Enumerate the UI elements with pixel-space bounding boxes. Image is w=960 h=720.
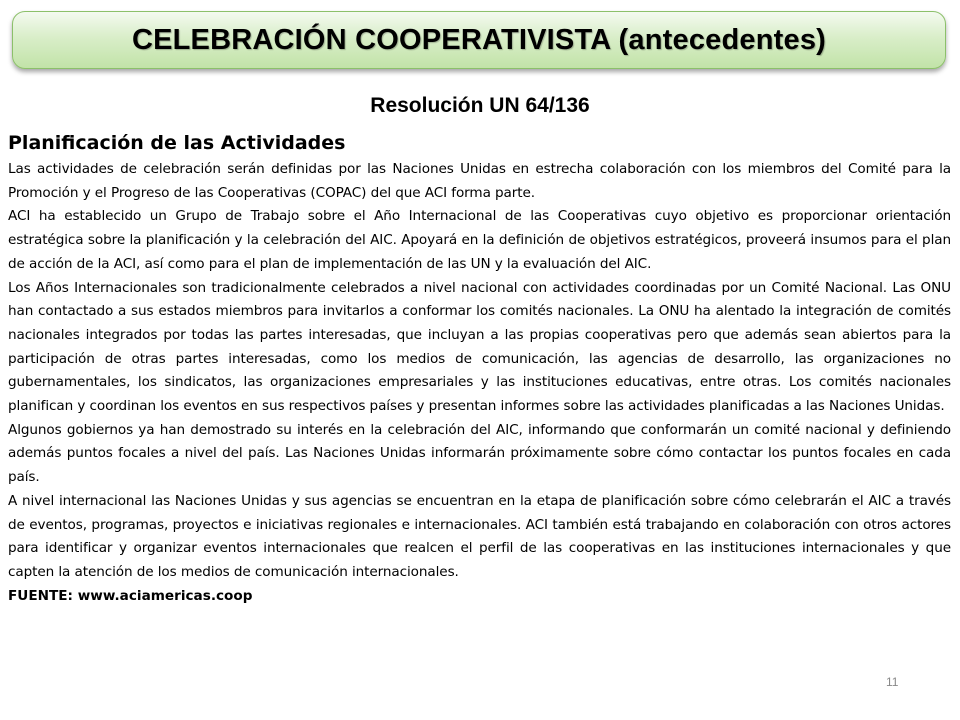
paragraph-working-group: ACI ha establecido un Grupo de Trabajo sobre el Año Internacional de las Cooperativas cuyo objetivo es proporcionar orientación estratégica sobre la planificación y la celebración del AIC. Apoyará en la definición de objetivos estratégicos, proveerá insumos para el plan de acción de la ACI, así como para el plan de implementación de las UN y la evaluación del AIC. <box>8 208 951 272</box>
slide-subtitle: Resolución UN 64/136 <box>370 94 590 117</box>
slide-title: CELEBRACIÓN COOPERATIVISTA (antecedentes) <box>131 23 827 56</box>
section-heading: Planificación de las Actividades <box>8 132 346 154</box>
page-number: 11 <box>886 675 899 689</box>
source-line: FUENTE: www.aciamericas.coop <box>8 587 253 604</box>
title-banner <box>12 11 946 69</box>
paragraph-national-committees: Los Años Internacionales son tradicionalmente celebrados a nivel nacional con actividades coordinadas por un Comité Nacional. Las ONU han contactado a sus estados miembros para invitarlos a conformar los comités nacionales. La ONU ha alentado la integración de comités nacionales integrados por todas las partes interesadas, que incluyan a las propias cooperativas pero que además sean abiertos para la participación de otras partes interesadas, como los medios de comunicación, las agencias de desarrollo, las organizaciones no gubernamentales, los sindicatos, las organizaciones empresariales y las instituciones educativas, entre otras. Los comités nacionales planifican y coordinan los eventos en sus respectivos países y presentan informes sobre las actividades planificadas a las Naciones Unidas. <box>8 279 951 415</box>
paragraph-international: A nivel internacional las Naciones Unidas y sus agencias se encuentran en la etapa de planificación sobre cómo celebrarán el AIC a través de eventos, programas, proyectos e iniciativas regionales e internacionales. ACI también está trabajando en colaboración con otros actores para identificar y organizar eventos internacionales que realcen el perfil de las cooperativas en las instituciones internacionales y que capten la atención de los medios de comunicación internacionales. <box>8 492 951 580</box>
slide-body <box>8 129 951 608</box>
paragraph-copac: Las actividades de celebración serán definidas por las Naciones Unidas en estrecha colaboración con los miembros del Comité para la Promoción y el Progreso de las Cooperativas (COPAC) del que ACI forma parte. <box>8 161 951 201</box>
paragraph-governments: Algunos gobiernos ya han demostrado su interés en la celebración del AIC, informando que conformarán un comité nacional y definiendo además puntos focales a nivel del país. Las Naciones Unidas informarán próximamente sobre cómo contactar los puntos focales en cada país. <box>8 421 951 486</box>
